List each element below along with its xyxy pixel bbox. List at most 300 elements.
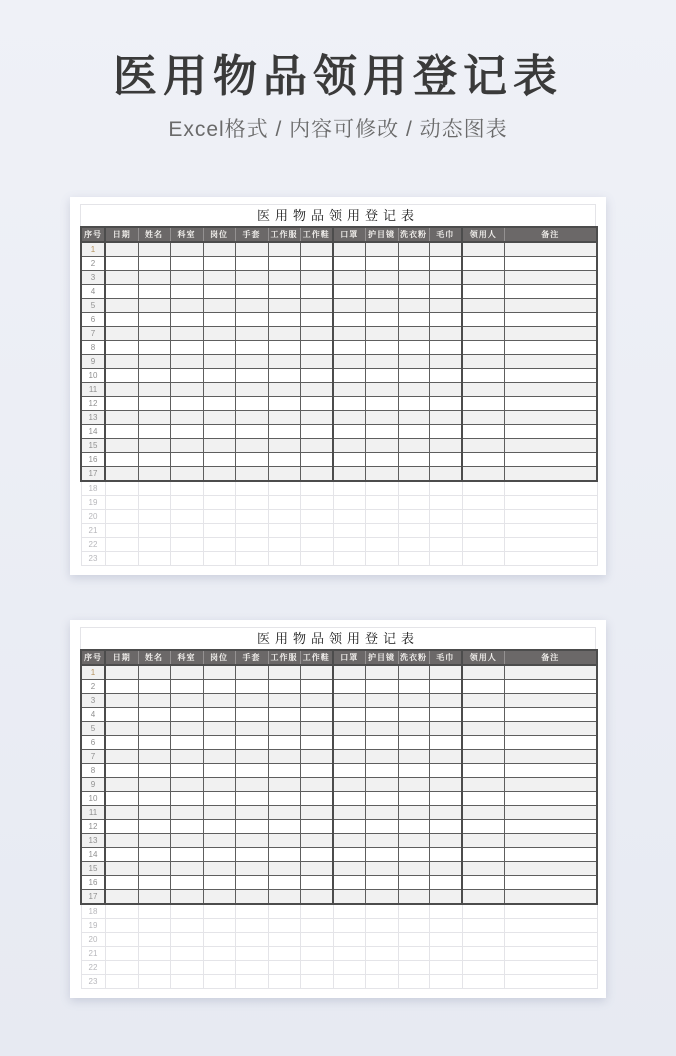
- table-cell: [235, 820, 268, 834]
- table-cell: [333, 890, 365, 905]
- table-cell: [462, 820, 504, 834]
- table-cell: [170, 806, 203, 820]
- table-cell: [105, 947, 138, 961]
- column-header-7: 工作服: [268, 227, 300, 242]
- row-number-cell: 3: [81, 271, 105, 285]
- table-cell: [504, 665, 597, 680]
- table-cell: [429, 806, 462, 820]
- table-cell: [300, 439, 333, 453]
- table-row-22: [81, 538, 597, 552]
- table-cell: [398, 341, 429, 355]
- table-cell: [300, 397, 333, 411]
- table-cell: [365, 792, 398, 806]
- table-cell: [429, 481, 462, 496]
- table-cell: [504, 369, 597, 383]
- table-cell: [138, 411, 170, 425]
- table-cell: [398, 933, 429, 947]
- table-cell: [138, 792, 170, 806]
- table-cell: [429, 919, 462, 933]
- header-row: [81, 227, 597, 242]
- table-cell: [268, 750, 300, 764]
- table-cell: [268, 510, 300, 524]
- table-cell: [504, 327, 597, 341]
- table-row-15: [81, 439, 597, 453]
- table-cell: [235, 257, 268, 271]
- table-cell: [138, 510, 170, 524]
- table-cell: [138, 680, 170, 694]
- table-cell: [235, 439, 268, 453]
- table-cell: [203, 820, 235, 834]
- table-cell: [462, 299, 504, 313]
- table-cell: [235, 481, 268, 496]
- column-header-14: 备注: [504, 650, 597, 665]
- table-cell: [170, 680, 203, 694]
- column-header-5: 岗位: [203, 227, 235, 242]
- table-cell: [333, 552, 365, 566]
- table-cell: [504, 257, 597, 271]
- table-cell: [333, 862, 365, 876]
- table-cell: [138, 467, 170, 482]
- table-cell: [203, 708, 235, 722]
- table-cell: [268, 975, 300, 989]
- table-cell: [398, 369, 429, 383]
- table-cell: [138, 524, 170, 538]
- table-cell: [105, 271, 138, 285]
- table-cell: [170, 341, 203, 355]
- table-cell: [268, 257, 300, 271]
- table-cell: [504, 453, 597, 467]
- table-cell: [398, 285, 429, 299]
- table-cell: [300, 467, 333, 482]
- table-cell: [300, 876, 333, 890]
- table-cell: [365, 481, 398, 496]
- table-cell: [429, 355, 462, 369]
- table-cell: [300, 708, 333, 722]
- table-cell: [504, 341, 597, 355]
- table-cell: [300, 453, 333, 467]
- row-number-cell: 11: [81, 806, 105, 820]
- table-cell: [105, 750, 138, 764]
- table-cell: [105, 848, 138, 862]
- table-row-11: [81, 806, 597, 820]
- table-cell: [462, 552, 504, 566]
- table-cell: [398, 327, 429, 341]
- table-cell: [365, 778, 398, 792]
- table-cell: [333, 397, 365, 411]
- table-cell: [138, 848, 170, 862]
- table-row-23: [81, 552, 597, 566]
- table-row-21: [81, 524, 597, 538]
- table-cell: [398, 961, 429, 975]
- table-cell: [235, 397, 268, 411]
- table-cell: [170, 792, 203, 806]
- table-cell: [268, 369, 300, 383]
- table-row-17: [81, 467, 597, 482]
- table-cell: [268, 665, 300, 680]
- table-cell: [300, 257, 333, 271]
- row-number-cell: 11: [81, 383, 105, 397]
- table-cell: [138, 538, 170, 552]
- table-cell: [300, 510, 333, 524]
- table-cell: [170, 510, 203, 524]
- table-cell: [268, 820, 300, 834]
- table-cell: [268, 694, 300, 708]
- table-cell: [268, 736, 300, 750]
- table-cell: [365, 933, 398, 947]
- table-cell: [462, 369, 504, 383]
- sheet-body: [81, 242, 597, 566]
- table-row-9: [81, 355, 597, 369]
- table-cell: [235, 524, 268, 538]
- table-cell: [398, 271, 429, 285]
- table-cell: [138, 975, 170, 989]
- table-cell: [300, 750, 333, 764]
- table-cell: [300, 285, 333, 299]
- table-cell: [429, 411, 462, 425]
- table-cell: [235, 341, 268, 355]
- column-header-6: 手套: [235, 650, 268, 665]
- table-cell: [170, 750, 203, 764]
- table-cell: [105, 481, 138, 496]
- table-cell: [203, 665, 235, 680]
- table-cell: [105, 778, 138, 792]
- row-number-cell: 10: [81, 369, 105, 383]
- table-cell: [138, 722, 170, 736]
- table-row-7: [81, 327, 597, 341]
- table-cell: [300, 411, 333, 425]
- table-cell: [105, 736, 138, 750]
- table-cell: [365, 496, 398, 510]
- table-cell: [398, 778, 429, 792]
- table-cell: [300, 933, 333, 947]
- table-cell: [398, 947, 429, 961]
- table-cell: [170, 947, 203, 961]
- table-cell: [170, 708, 203, 722]
- table-cell: [105, 369, 138, 383]
- table-cell: [365, 383, 398, 397]
- table-cell: [105, 257, 138, 271]
- table-cell: [365, 299, 398, 313]
- table-cell: [203, 722, 235, 736]
- table-cell: [170, 242, 203, 257]
- table-cell: [105, 919, 138, 933]
- table-cell: [504, 876, 597, 890]
- table-cell: [170, 876, 203, 890]
- table-cell: [398, 397, 429, 411]
- table-cell: [105, 792, 138, 806]
- table-cell: [429, 820, 462, 834]
- table-cell: [105, 341, 138, 355]
- table-cell: [203, 552, 235, 566]
- table-cell: [429, 975, 462, 989]
- table-cell: [365, 736, 398, 750]
- table-cell: [138, 271, 170, 285]
- row-number-cell: 1: [81, 665, 105, 680]
- table-cell: [398, 736, 429, 750]
- table-cell: [105, 834, 138, 848]
- table-cell: [203, 383, 235, 397]
- table-cell: [268, 722, 300, 736]
- table-row-5: [81, 722, 597, 736]
- table-cell: [235, 242, 268, 257]
- table-cell: [429, 299, 462, 313]
- row-number-cell: 6: [81, 736, 105, 750]
- table-cell: [504, 919, 597, 933]
- table-cell: [105, 820, 138, 834]
- table-cell: [203, 904, 235, 919]
- row-number-cell: 20: [81, 933, 105, 947]
- row-number-cell: 8: [81, 341, 105, 355]
- table-cell: [203, 411, 235, 425]
- table-cell: [170, 665, 203, 680]
- table-cell: [268, 778, 300, 792]
- table-cell: [504, 694, 597, 708]
- column-header-13: 领用人: [462, 650, 504, 665]
- table-cell: [138, 481, 170, 496]
- table-cell: [398, 439, 429, 453]
- row-number-cell: 10: [81, 792, 105, 806]
- table-cell: [398, 383, 429, 397]
- sheet-body: [81, 665, 597, 989]
- table-cell: [105, 806, 138, 820]
- table-cell: [105, 680, 138, 694]
- sheet-header-row: [81, 227, 597, 242]
- row-number-cell: 18: [81, 481, 105, 496]
- table-cell: [268, 285, 300, 299]
- table-cell: [300, 792, 333, 806]
- table-cell: [235, 876, 268, 890]
- table-cell: [333, 904, 365, 919]
- table-cell: [203, 975, 235, 989]
- table-cell: [333, 694, 365, 708]
- table-cell: [504, 750, 597, 764]
- table-cell: [333, 453, 365, 467]
- table-cell: [429, 467, 462, 482]
- table-cell: [138, 961, 170, 975]
- table-cell: [333, 467, 365, 482]
- table-cell: [105, 694, 138, 708]
- table-cell: [462, 425, 504, 439]
- table-cell: [138, 778, 170, 792]
- table-cell: [333, 327, 365, 341]
- table-cell: [462, 439, 504, 453]
- table-cell: [105, 242, 138, 257]
- table-cell: [268, 411, 300, 425]
- table-row-2: [81, 257, 597, 271]
- table-cell: [203, 933, 235, 947]
- table-cell: [170, 313, 203, 327]
- table-cell: [268, 862, 300, 876]
- table-cell: [333, 341, 365, 355]
- table-cell: [504, 680, 597, 694]
- table-cell: [504, 271, 597, 285]
- table-cell: [300, 242, 333, 257]
- table-cell: [333, 947, 365, 961]
- table-cell: [268, 708, 300, 722]
- table-row-8: [81, 341, 597, 355]
- table-cell: [138, 820, 170, 834]
- table-cell: [300, 722, 333, 736]
- table-row-2: [81, 680, 597, 694]
- table-cell: [398, 552, 429, 566]
- table-cell: [170, 285, 203, 299]
- table-cell: [300, 904, 333, 919]
- column-header-14: 备注: [504, 227, 597, 242]
- table-cell: [170, 453, 203, 467]
- table-cell: [398, 665, 429, 680]
- table-cell: [333, 933, 365, 947]
- column-header-10: 护目镜: [365, 650, 398, 665]
- table-cell: [203, 397, 235, 411]
- table-cell: [203, 257, 235, 271]
- table-cell: [429, 397, 462, 411]
- table-cell: [504, 467, 597, 482]
- table-cell: [203, 876, 235, 890]
- row-number-cell: 19: [81, 496, 105, 510]
- table-cell: [203, 242, 235, 257]
- table-cell: [462, 680, 504, 694]
- table-cell: [235, 271, 268, 285]
- table-cell: [333, 481, 365, 496]
- row-number-cell: 21: [81, 947, 105, 961]
- table-cell: [300, 694, 333, 708]
- table-cell: [462, 947, 504, 961]
- table-cell: [105, 313, 138, 327]
- column-header-12: 毛巾: [429, 227, 462, 242]
- table-cell: [462, 467, 504, 482]
- table-cell: [235, 411, 268, 425]
- table-cell: [170, 919, 203, 933]
- table-cell: [105, 961, 138, 975]
- table-cell: [462, 933, 504, 947]
- table-cell: [365, 425, 398, 439]
- table-cell: [504, 510, 597, 524]
- table-cell: [203, 313, 235, 327]
- table-cell: [235, 792, 268, 806]
- table-cell: [268, 848, 300, 862]
- table-cell: [300, 481, 333, 496]
- column-header-11: 洗衣粉: [398, 227, 429, 242]
- table-cell: [365, 453, 398, 467]
- table-cell: [300, 848, 333, 862]
- table-cell: [138, 665, 170, 680]
- table-cell: [203, 792, 235, 806]
- table-cell: [462, 806, 504, 820]
- table-cell: [235, 919, 268, 933]
- table-cell: [268, 961, 300, 975]
- table-row-13: [81, 834, 597, 848]
- table-cell: [138, 552, 170, 566]
- table-cell: [300, 327, 333, 341]
- table-cell: [462, 313, 504, 327]
- table-cell: [365, 467, 398, 482]
- table-cell: [203, 285, 235, 299]
- table-cell: [138, 750, 170, 764]
- row-number-cell: 3: [81, 694, 105, 708]
- table-cell: [268, 933, 300, 947]
- table-cell: [365, 524, 398, 538]
- table-cell: [170, 820, 203, 834]
- table-cell: [138, 313, 170, 327]
- table-cell: [268, 327, 300, 341]
- table-cell: [365, 341, 398, 355]
- table-cell: [398, 904, 429, 919]
- table-row-3: [81, 694, 597, 708]
- table-cell: [333, 496, 365, 510]
- table-cell: [105, 467, 138, 482]
- table-row-13: [81, 411, 597, 425]
- table-cell: [333, 271, 365, 285]
- row-number-cell: 23: [81, 552, 105, 566]
- table-cell: [138, 299, 170, 313]
- table-cell: [398, 313, 429, 327]
- table-row-16: [81, 876, 597, 890]
- row-number-cell: 9: [81, 778, 105, 792]
- table-cell: [462, 961, 504, 975]
- row-number-cell: 14: [81, 425, 105, 439]
- table-cell: [203, 834, 235, 848]
- table-cell: [333, 848, 365, 862]
- table-cell: [429, 904, 462, 919]
- row-number-cell: 8: [81, 764, 105, 778]
- table-cell: [462, 848, 504, 862]
- table-cell: [365, 806, 398, 820]
- table-cell: [235, 383, 268, 397]
- table-cell: [105, 862, 138, 876]
- table-cell: [170, 327, 203, 341]
- column-header-3: 姓名: [138, 650, 170, 665]
- row-number-cell: 16: [81, 453, 105, 467]
- table-cell: [462, 257, 504, 271]
- row-number-cell: 22: [81, 961, 105, 975]
- table-cell: [429, 834, 462, 848]
- row-number-cell: 12: [81, 397, 105, 411]
- column-header-5: 岗位: [203, 650, 235, 665]
- table-cell: [365, 890, 398, 905]
- table-cell: [365, 355, 398, 369]
- table-cell: [333, 285, 365, 299]
- table-cell: [429, 933, 462, 947]
- table-cell: [203, 439, 235, 453]
- table-cell: [268, 467, 300, 482]
- table-cell: [170, 299, 203, 313]
- table-cell: [462, 285, 504, 299]
- table-cell: [268, 904, 300, 919]
- table-cell: [365, 369, 398, 383]
- table-cell: [462, 778, 504, 792]
- table-cell: [170, 481, 203, 496]
- table-cell: [462, 341, 504, 355]
- table-cell: [300, 538, 333, 552]
- table-cell: [333, 975, 365, 989]
- table-cell: [429, 285, 462, 299]
- table-cell: [398, 792, 429, 806]
- table-cell: [429, 665, 462, 680]
- table-cell: [429, 862, 462, 876]
- table-cell: [504, 425, 597, 439]
- table-row-19: [81, 496, 597, 510]
- table-cell: [429, 947, 462, 961]
- table-row-20: [81, 510, 597, 524]
- table-cell: [504, 496, 597, 510]
- row-number-cell: 7: [81, 327, 105, 341]
- table-cell: [398, 680, 429, 694]
- table-cell: [105, 665, 138, 680]
- table-row-9: [81, 778, 597, 792]
- table-row-3: [81, 271, 597, 285]
- row-number-cell: 15: [81, 862, 105, 876]
- row-number-cell: 2: [81, 680, 105, 694]
